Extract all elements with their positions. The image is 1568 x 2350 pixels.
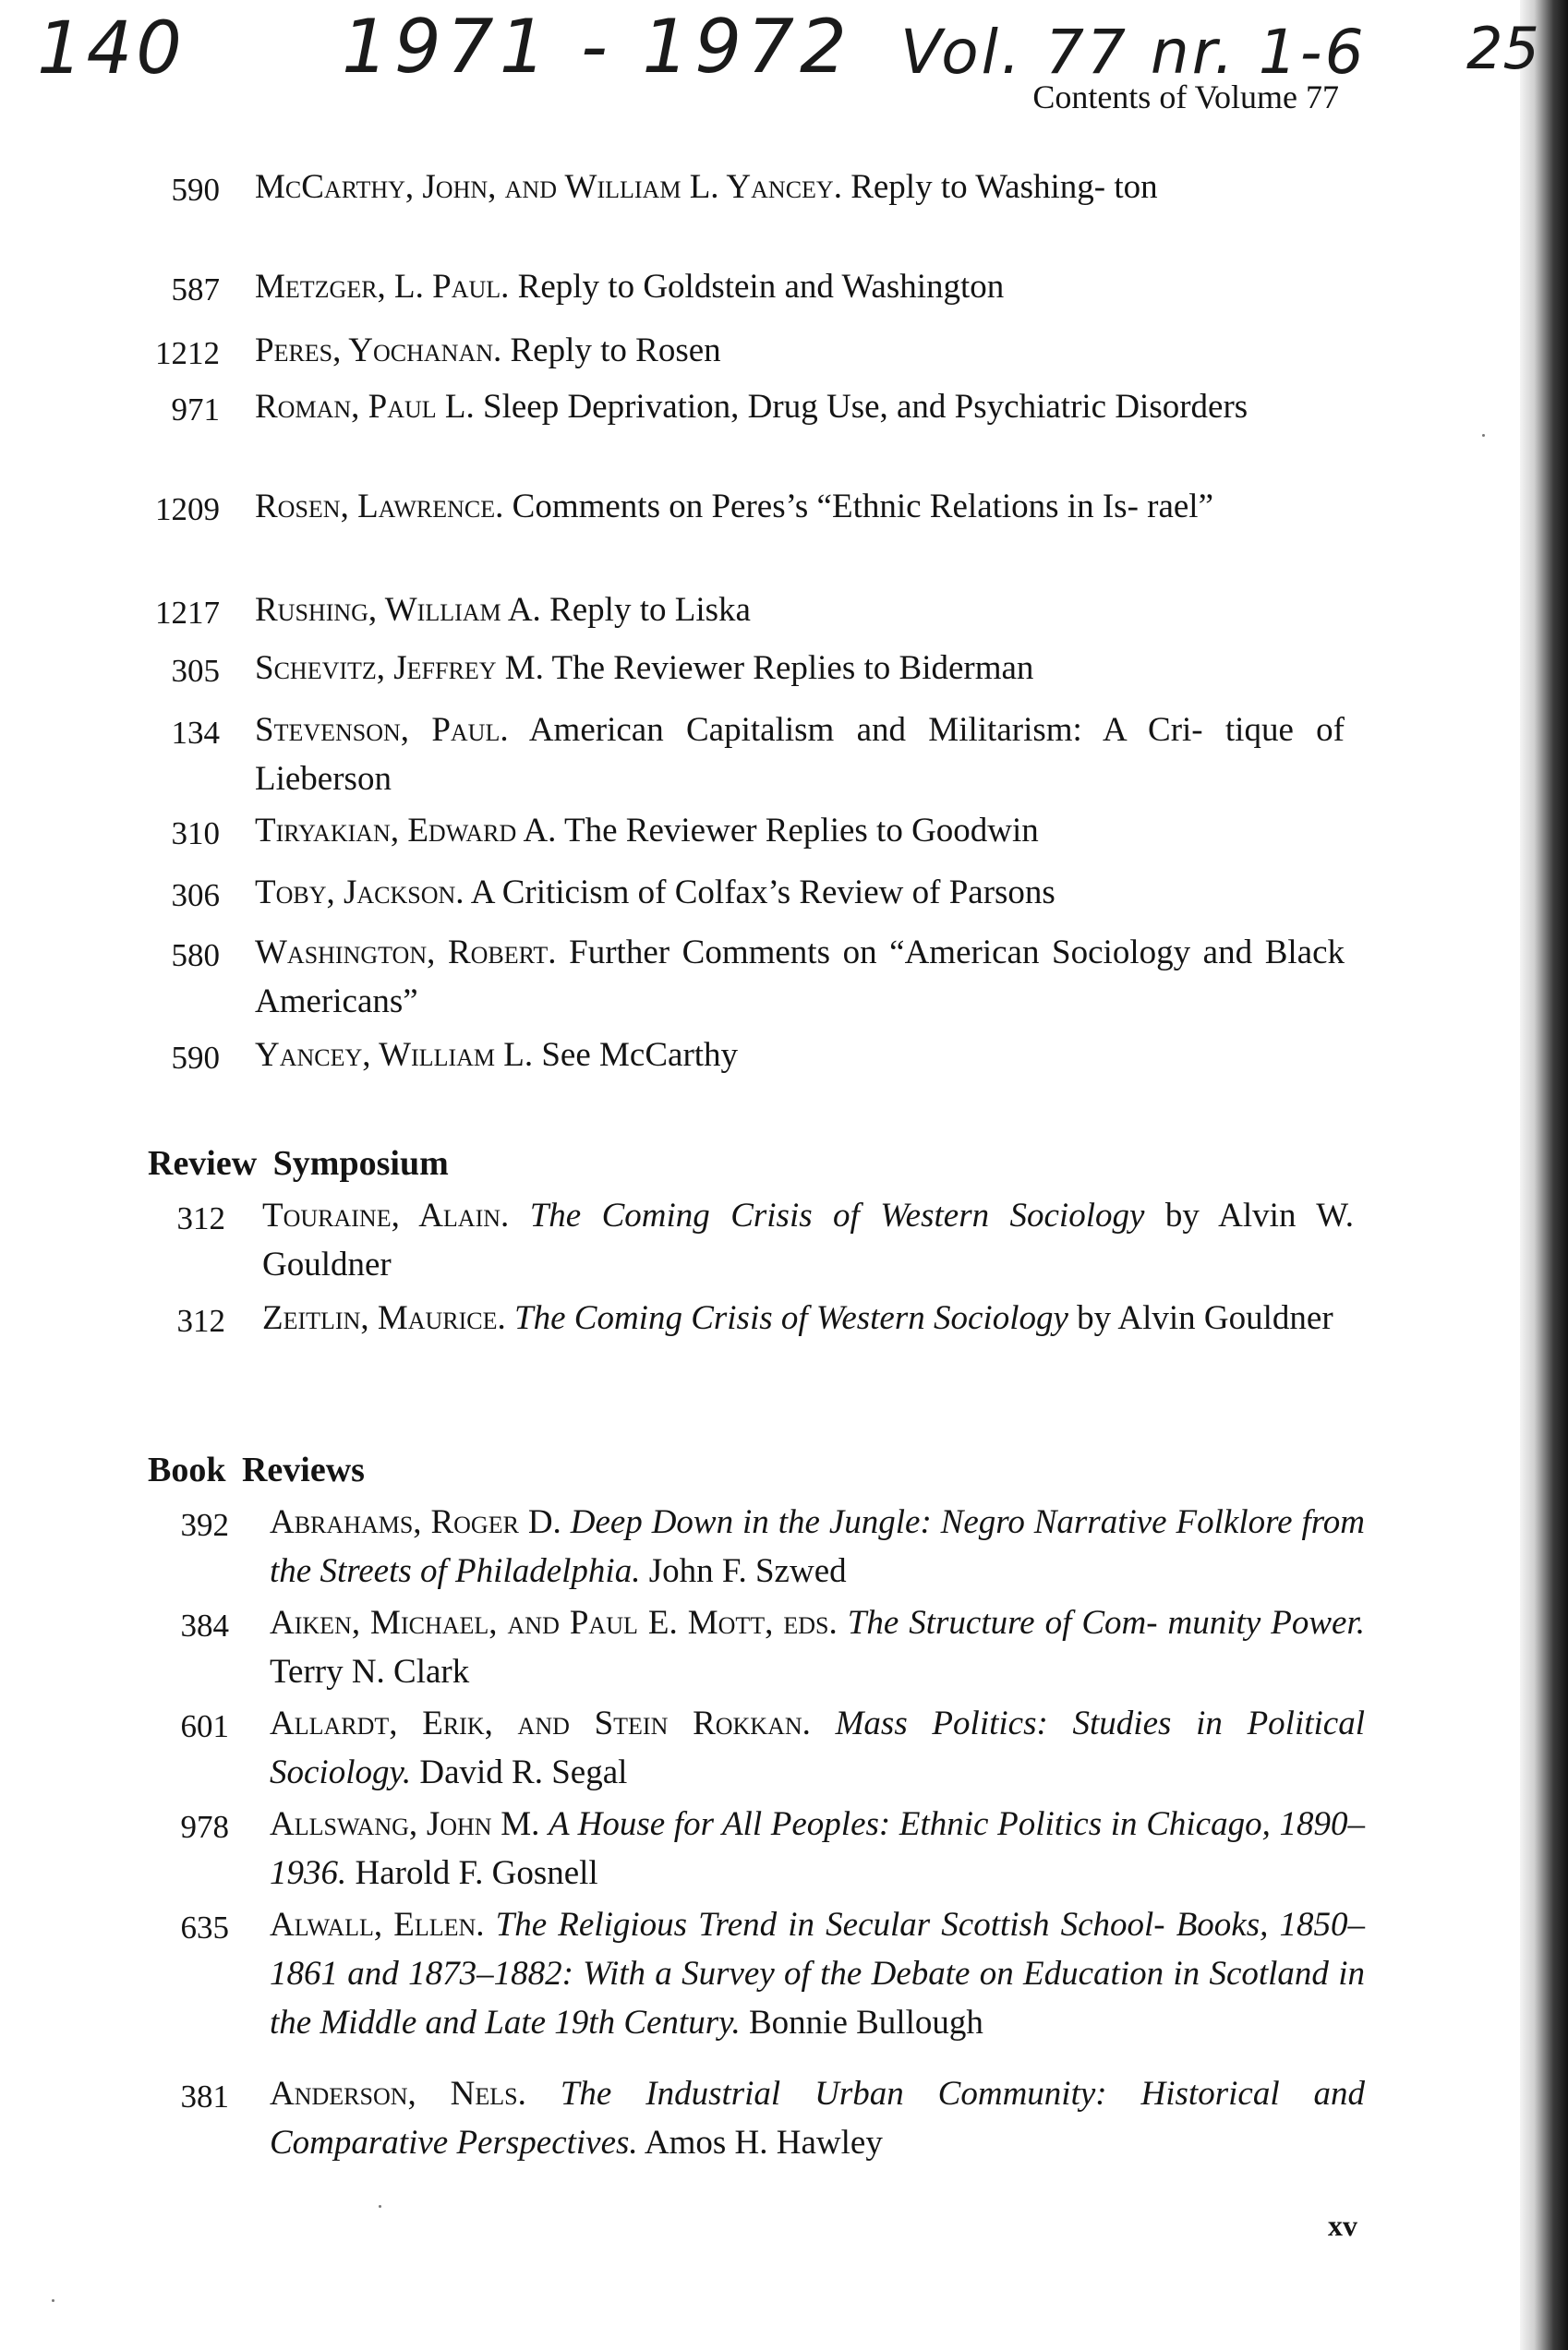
handwritten-volume: Vol. 77 nr. 1-6 (900, 17, 1367, 88)
entry-page-number: 590 (171, 1040, 220, 1076)
entry-text (255, 868, 1345, 917)
entry-author: Washington, Robert. (255, 934, 557, 971)
entry-title: Comments on Peres’s “Ethnic Relations in Is- rael” (503, 488, 1214, 525)
entry-text (262, 1191, 1354, 1289)
entry-title: Reply to Rosen (501, 331, 721, 369)
entry-author: Allswang, John M. (270, 1805, 540, 1843)
page-folio: xv (1328, 2209, 1357, 2242)
entry-reviewer: by Alvin Gouldner (1067, 1299, 1333, 1337)
entry-page-number: 580 (171, 937, 220, 973)
entry-title: Mass Politics: Studies in Political Sociology. (270, 1705, 1366, 1791)
entry-text (255, 482, 1345, 531)
entry-author: Roman, Paul L. (255, 388, 475, 426)
entry-title: The Industrial Urban Community: Historical and Comparative Perspectives. (270, 2075, 1366, 2162)
entry-text (255, 382, 1345, 431)
entry-author: Anderson, Nels. (270, 2075, 526, 2113)
entry-page-number: 587 (171, 271, 220, 307)
entry-title: Reply to Liska (540, 591, 751, 629)
entry-text (255, 928, 1345, 1026)
entry-title: Sleep Deprivation, Drug Use, and Psychiatric Disorders (474, 388, 1248, 426)
entry-text (270, 1498, 1365, 1596)
entry-author: McCarthy, John, and William L. Yancey. (255, 168, 842, 206)
entry-author: Metzger, L. Paul. (255, 268, 510, 306)
entry-text (255, 705, 1345, 803)
entry-page-number: 310 (171, 815, 220, 851)
entry-title: A House for All Peoples: Ethnic Politics in Chicago, 1890–1936. (270, 1805, 1365, 1892)
entry-page-number: 312 (176, 1200, 225, 1236)
entry-text (255, 1030, 1345, 1079)
scan-speck (52, 2299, 54, 2302)
entry-page-number: 384 (180, 1608, 229, 1644)
entry-title: See McCarthy (533, 1036, 739, 1074)
handwritten-number: 140 (37, 7, 186, 90)
entry-author: Allardt, Erik, and Stein Rokkan. (270, 1705, 811, 1742)
entry-title: Reply to Washing- ton (841, 168, 1158, 206)
entry-page-number: 978 (180, 1809, 229, 1845)
entry-title: Further Comments on “American Sociology and Black Americans” (255, 934, 1345, 1020)
entry-reviewer: Bonnie Bullough (740, 2004, 983, 2042)
entry-text (255, 585, 1345, 634)
entry-page-number: 392 (180, 1507, 229, 1543)
entry-title: The Structure of Com- munity Power. (847, 1604, 1366, 1642)
entry-title: American Capitalism and Militarism: A Cri- tique of Lieberson (255, 711, 1345, 798)
entry-author: Toby, Jackson. (255, 874, 464, 911)
scan-speck (379, 2205, 381, 2208)
entry-page-number: 635 (180, 1910, 229, 1946)
entry-author: Alwall, Ellen. (270, 1906, 485, 1944)
entry-reviewer: John F. Szwed (640, 1552, 847, 1590)
handwritten-years: 1971 - 1972 (342, 4, 852, 90)
entry-page-number: 601 (180, 1708, 229, 1744)
entry-title: A Criticism of Colfax’s Review of Parsons (464, 874, 1055, 911)
entry-page-number: 971 (171, 392, 220, 428)
entry-text (255, 163, 1345, 211)
entry-title: The Coming Crisis of Western Sociology (529, 1197, 1145, 1235)
entry-text (270, 1900, 1365, 2047)
entry-author: Aiken, Michael, and Paul E. Mott, eds. (270, 1604, 838, 1642)
entry-text (255, 644, 1345, 693)
entry-title: Reply to Goldstein and Washington (509, 268, 1005, 306)
entry-page-number: 590 (171, 172, 220, 208)
entry-text (255, 806, 1345, 855)
entry-author: Touraine, Alain. (262, 1197, 510, 1235)
running-header: Contents of Volume 77 (1032, 78, 1339, 115)
entry-author: Yancey, William L. (255, 1036, 534, 1074)
entry-author: Rushing, William A. (255, 591, 541, 629)
entry-text (262, 1294, 1354, 1343)
entry-reviewer: by Alvin W. Gouldner (262, 1197, 1354, 1283)
entry-reviewer: Terry N. Clark (270, 1653, 470, 1691)
entry-page-number: 312 (176, 1303, 225, 1339)
entry-author: Rosen, Lawrence. (255, 488, 504, 525)
entry-author: Schevitz, Jeffrey M. (255, 649, 544, 687)
entry-page-number: 305 (171, 653, 220, 689)
scan-dark-edge (1520, 0, 1568, 2350)
entry-title: The Reviewer Replies to Biderman (543, 649, 1034, 687)
entry-text (270, 1800, 1365, 1898)
entry-page-number: 1217 (155, 595, 220, 631)
entry-page-number: 1209 (155, 491, 220, 527)
entry-title: The Reviewer Replies to Goodwin (556, 812, 1039, 850)
entry-author: Abrahams, Roger D. (270, 1503, 561, 1541)
entry-page-number: 1212 (155, 335, 220, 371)
entry-author: Zeitlin, Maurice. (262, 1299, 506, 1337)
entry-page-number: 306 (171, 877, 220, 913)
entry-reviewer: Amos H. Hawley (637, 2124, 883, 2162)
scan-speck (1482, 434, 1485, 437)
entry-page-number: 134 (171, 715, 220, 751)
entry-author: Peres, Yochanan. (255, 331, 502, 369)
entry-title: Deep Down in the Jungle: Negro Narrative Folklore from the Streets of Philadelphia. (270, 1503, 1365, 1590)
entry-author: Stevenson, Paul. (255, 711, 509, 749)
entry-reviewer: David R. Segal (411, 1753, 628, 1791)
entry-page-number: 381 (180, 2079, 229, 2115)
review-symposium-heading: Review Symposium (148, 1144, 449, 1183)
entry-reviewer: Harold F. Gosnell (346, 1854, 598, 1892)
entry-title: The Religious Trend in Secular Scottish School- Books, 1850–1861 and 1873–1882: With a Survey of the Debate on Education in Scotland in the Middle and Late 19th Century. (270, 1906, 1365, 2042)
entry-author: Tiryakian, Edward A. (255, 812, 557, 850)
entry-text (255, 262, 1345, 311)
entry-text (255, 326, 1345, 375)
handwritten-edge-number: 25 (1466, 15, 1539, 82)
entry-text (270, 1598, 1365, 1696)
entry-title: The Coming Crisis of Western Sociology (514, 1299, 1068, 1337)
entry-text (270, 2069, 1365, 2167)
book-reviews-heading: Book Reviews (148, 1451, 365, 1489)
entry-text (270, 1699, 1365, 1797)
